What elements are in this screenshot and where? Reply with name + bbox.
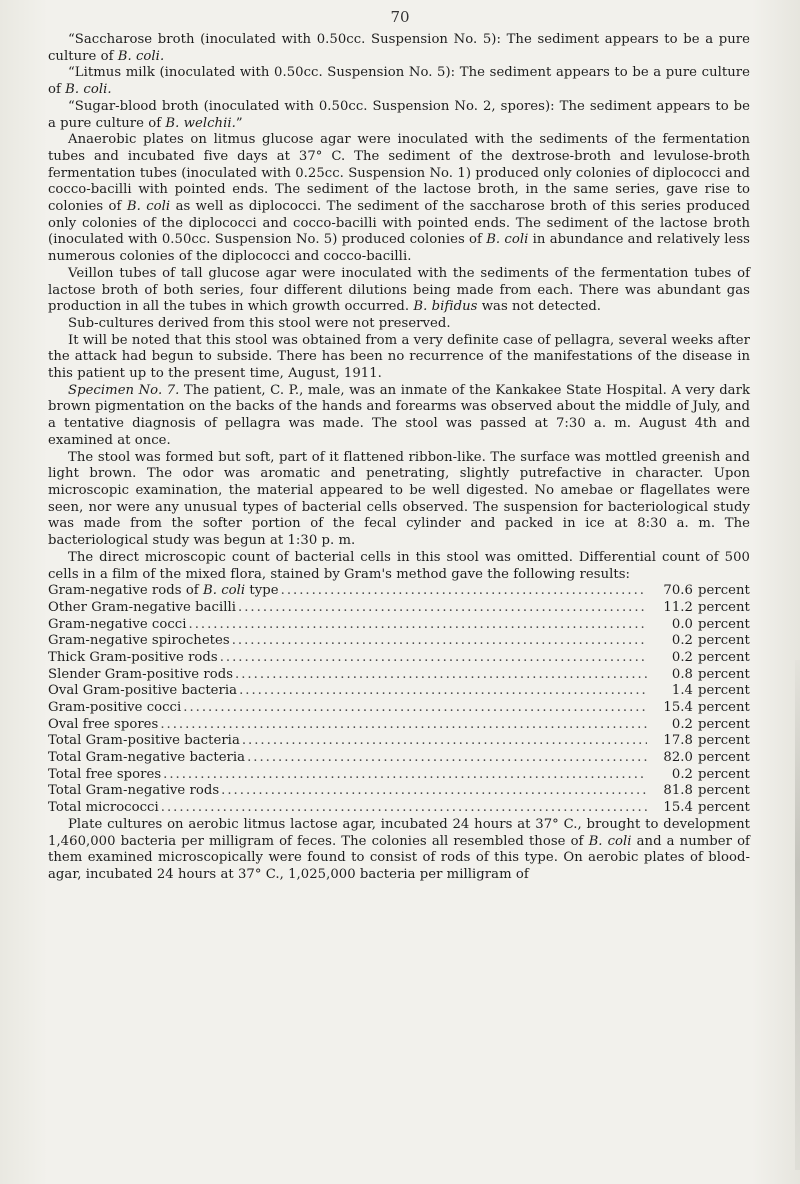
result-label bbox=[48, 767, 163, 784]
text-run: Thick Gram-positive rods bbox=[48, 649, 218, 665]
paragraph-pellagra-note: It will be noted that this stool was obtained from a very definite case of pellagra, several weeks after the attack had begun to subside. There has been no recurrence of the manifestations of the disease in this patient up to the present time, August, 1911. bbox=[48, 332, 750, 382]
dot-leader bbox=[183, 700, 647, 717]
result-value: 0.8 bbox=[671, 666, 693, 682]
text-run: Total micrococci bbox=[48, 800, 159, 816]
dot-leader bbox=[242, 733, 647, 750]
result-row bbox=[48, 750, 750, 767]
page-edge-shadow bbox=[795, 660, 800, 1170]
dot-leader bbox=[281, 583, 647, 600]
dot-leader bbox=[163, 767, 647, 784]
result-value: 15.4 bbox=[663, 700, 693, 716]
paragraph-saccharose-broth bbox=[48, 32, 750, 65]
result-row bbox=[48, 800, 750, 817]
paragraph-sugar-blood-broth bbox=[48, 99, 750, 132]
result-row bbox=[48, 650, 750, 667]
text-run: as well as diplococci. The sediment of the saccharose broth of this series produced only colonies of the diplococci and cocco-bacilli with pointed ends. The sediment of the lactose broth (inoculated with 0.50cc. Suspension No. 5) produced colonies of bbox=[48, 199, 750, 248]
text-run: Gram-negative rods of bbox=[48, 583, 203, 599]
text-run: Other Gram-negative bacilli bbox=[48, 599, 237, 615]
result-value: 81.8 bbox=[663, 783, 693, 799]
species-name: B. welchii. bbox=[165, 115, 236, 131]
text-run: Gram-positive cocci bbox=[48, 700, 182, 716]
text-run: Anaerobic plates on litmus glucose agar were inoculated with the sediments of the fermentation tubes and incubated five days at 37° C. The sediment of the dextrose-broth and levulose-broth fermentation tubes (inoculated with 0.25cc. Suspension No. 1) produced only colonies of diplococci and cocco-bacilli with pointed ends. The sediment of the lactose broth, in the same series, gave rise to colonies of bbox=[48, 132, 750, 215]
page-number: 70 bbox=[390, 8, 410, 26]
result-value: 70.6 bbox=[663, 583, 693, 599]
text-run: The patient, C. P., male, was an inmate of the Kankakee State Hospital. A very dark brown pigmentation on the backs of the hands and forearms was observed about the middle of July, and a tentative diagnosis of pellagra was made. The stool was passed at 7:30 a. m. August 4th and examined at once. bbox=[48, 382, 750, 448]
result-row bbox=[48, 583, 750, 600]
text-run: ” bbox=[235, 115, 243, 131]
result-label bbox=[48, 683, 239, 700]
result-unit: percent bbox=[698, 649, 750, 665]
text-run: Oval free spores bbox=[48, 716, 159, 732]
result-label bbox=[48, 600, 238, 617]
result-unit: percent bbox=[698, 583, 750, 599]
result-value: 82.0 bbox=[663, 750, 693, 766]
paragraph-subcultures: Sub-cultures derived from this stool were not preserved. bbox=[68, 315, 451, 331]
species-name: B. coli bbox=[202, 583, 246, 599]
result-label bbox=[48, 783, 221, 800]
paragraph-anaerobic-plates bbox=[48, 132, 750, 266]
result-unit: percent bbox=[698, 599, 750, 615]
result-unit: percent bbox=[698, 633, 750, 649]
species-name: B. coli. bbox=[65, 82, 112, 98]
result-value: 0.0 bbox=[671, 616, 693, 632]
text-run: Plate cultures on aerobic litmus lactose agar, incubated 24 hours at 37° C., brought to development 1,460,000 bacteria per milligram of feces. The colonies all resembled those of bbox=[48, 816, 750, 849]
paragraph-veillon-tubes bbox=[48, 266, 750, 316]
text-run: Total Gram-positive bacteria bbox=[48, 733, 240, 749]
result-label bbox=[48, 633, 232, 650]
result-label bbox=[48, 617, 189, 634]
dot-leader bbox=[161, 800, 647, 817]
result-value: 0.2 bbox=[671, 766, 693, 782]
dot-leader bbox=[160, 717, 647, 734]
result-label bbox=[48, 650, 220, 667]
result-unit: percent bbox=[698, 666, 750, 682]
result-unit: percent bbox=[698, 616, 750, 632]
text-run: Total free spores bbox=[48, 766, 162, 782]
species-name: B. coli bbox=[126, 199, 171, 215]
result-label bbox=[48, 667, 235, 684]
species-name: B. coli bbox=[588, 833, 632, 849]
paragraph-differential-count: The direct microscopic count of bacterial cells in this stool was omitted. Differential count of 500 cells in a film of the mixed flora, stained by Gram's method gave the following results: bbox=[48, 549, 750, 582]
text-run: Total Gram-negative bacteria bbox=[48, 750, 246, 766]
result-row bbox=[48, 683, 750, 700]
text-run: type bbox=[245, 583, 279, 599]
dot-leader bbox=[189, 617, 648, 634]
result-value: 15.4 bbox=[663, 800, 693, 816]
text-run: Slender Gram-positive rods bbox=[48, 666, 234, 682]
result-value: 1.4 bbox=[671, 683, 693, 699]
result-unit: percent bbox=[698, 783, 750, 799]
paragraph-stool-description: The stool was formed but soft, part of it flattened ribbon-like. The surface was mottled greenish and light brown. The odor was aromatic and penetrating, slightly putrefactive in character. Upon microscopic examination, the material appeared to be well digested. No amebae or flagellates were seen, nor were any unusual types of bacterial cells observed. The suspension for bacteriological study was made from the softer portion of the fecal cylinder and packed in ice at 8:30 a. m. The bacteriological study was begun at 1:30 p. m. bbox=[48, 449, 750, 549]
paragraph-litmus-milk bbox=[48, 65, 750, 98]
text-run: Oval Gram-positive bacteria bbox=[48, 683, 238, 699]
result-value: 0.2 bbox=[671, 649, 693, 665]
text-run: Gram-negative spirochetes bbox=[48, 633, 230, 649]
text-run: and a number of them examined microscopically were found to consist of rods of this type. On aerobic plates of blood-agar, incubated 24 hours at 37° C., 1,025,000 bacteria per milligram of bbox=[48, 833, 750, 882]
result-unit: percent bbox=[698, 716, 750, 732]
result-label bbox=[48, 717, 160, 734]
species-name: B. bifidus bbox=[413, 299, 478, 315]
result-label bbox=[48, 750, 247, 767]
dot-leader bbox=[221, 783, 647, 800]
paragraph-specimen-7 bbox=[48, 383, 750, 450]
specimen-heading: Specimen No. 7. bbox=[68, 382, 180, 398]
body-text bbox=[48, 32, 750, 884]
dot-leader bbox=[238, 600, 647, 617]
result-row bbox=[48, 617, 750, 634]
text-run: was not detected. bbox=[477, 299, 602, 315]
result-unit: percent bbox=[698, 700, 750, 716]
result-label bbox=[48, 800, 161, 817]
result-value: 0.2 bbox=[671, 716, 693, 732]
result-unit: percent bbox=[698, 766, 750, 782]
text-run: “Sugar-blood broth (inoculated with 0.50cc. Suspension No. 2, spores): The sediment appears to be a pure culture of bbox=[48, 98, 750, 131]
result-row bbox=[48, 717, 750, 734]
result-unit: percent bbox=[698, 683, 750, 699]
result-row bbox=[48, 767, 750, 784]
species-name: B. coli. bbox=[117, 48, 165, 64]
paragraph-plate-cultures bbox=[48, 817, 750, 884]
result-row bbox=[48, 600, 750, 617]
result-label bbox=[48, 733, 242, 750]
dot-leader bbox=[235, 667, 647, 684]
text-run: Veillon tubes of tall glucose agar were inoculated with the sediments of the fermentation tubes of lactose broth of both series, four different dilutions being made from each. There was abundant gas production in all the tubes in which growth occurred. bbox=[48, 265, 750, 315]
result-value: 0.2 bbox=[671, 633, 693, 649]
text-run: Total Gram-negative rods bbox=[48, 783, 220, 799]
dot-leader bbox=[220, 650, 647, 667]
text-run: “Saccharose broth (inoculated with 0.50cc. Suspension No. 5): The sediment appears to be a pure culture of bbox=[48, 32, 750, 64]
text-run: “Litmus milk (inoculated with 0.50cc. Suspension No. 5): The sediment appears to be a pure culture of bbox=[48, 65, 750, 98]
result-unit: percent bbox=[698, 800, 750, 816]
result-row bbox=[48, 667, 750, 684]
dot-leader bbox=[232, 633, 647, 650]
result-row bbox=[48, 633, 750, 650]
result-row bbox=[48, 700, 750, 717]
result-value: 17.8 bbox=[663, 733, 693, 749]
dot-leader bbox=[239, 683, 647, 700]
differential-count-table bbox=[48, 583, 750, 817]
result-value: 11.2 bbox=[663, 599, 693, 615]
text-run: in abundance and relatively less numerous colonies of the diplococci and cocco-bacilli. bbox=[48, 232, 751, 265]
species-name: B. coli bbox=[486, 232, 529, 248]
result-unit: percent bbox=[698, 750, 750, 766]
dot-leader bbox=[247, 750, 647, 767]
result-label bbox=[48, 583, 281, 600]
result-row bbox=[48, 733, 750, 750]
text-run: Gram-negative cocci bbox=[48, 616, 187, 632]
result-row bbox=[48, 783, 750, 800]
result-label bbox=[48, 700, 183, 717]
result-unit: percent bbox=[698, 733, 750, 749]
